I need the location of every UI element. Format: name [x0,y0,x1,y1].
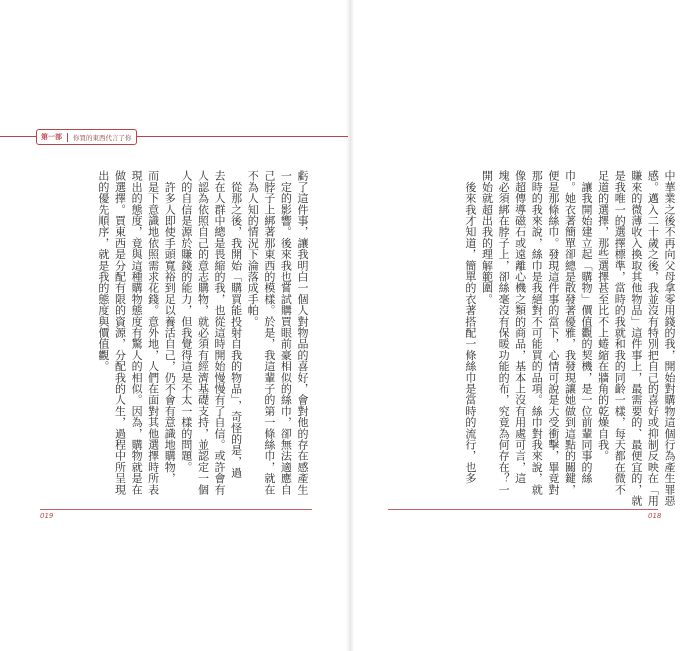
text-line: 巾。她衣著簡單卻總是散發著優雅，我發現讓她做到這點的關鍵， [563,170,577,495]
text-line: 開始就超出我的理解範圍。 [480,170,494,305]
text-line: 做選擇。買東西是分配有限的資源，分配我的人生，過程中所呈現 [113,170,127,495]
chapter-part-label: 第一部 [41,133,62,141]
chapter-divider [67,133,68,142]
text-line: 而是下意識地依照需求花錢。意外地，人們在面對其他選擇時所表 [146,170,160,495]
text-line: 己脖子上綁著那東西的模樣。於是，我這輩子的第一條絲巾，就在 [262,170,276,495]
text-line: 去在人群中總是畏縮的我，也從這時開始慢慢有了自信。或許會有 [213,170,227,495]
text-line: 賺來的微薄收入換取其他物品」這件事上，最需要的、最便宜的，就 [629,170,643,506]
text-line: 人的自信是源於賺錢的能力，但我覺得這是不太一樣的問題。 [179,170,193,473]
right-footer-rule [388,509,658,510]
text-line: 感。邁入二十歲之後，我並沒有特別把自己的喜好或抑制反映在「用 [646,170,660,506]
text-line: 人認為依照自己的意志購物，就必須有經濟基礎支持，並認定一個 [196,170,210,495]
text-line: 一定的影響。後來我也嘗試購買眼前豪相似的絲巾，卻無法適應自 [279,170,293,495]
text-line: 從那之後，我開始「購買能投射自我的物品」，奇怪的是，過 [229,170,243,479]
right-page-number: 018 [648,512,662,520]
chapter-header [36,129,137,145]
chapter-title: 你買的東西代言了你 [73,133,132,142]
left-page-body [41,170,310,495]
text-line: 現出的態度，竟與這種購物態度有驚人的相似。因為，購物就是在 [130,170,144,495]
text-line: 許多人即使手頭寬裕到足以養活自己，仍不會有意識地購物， [163,170,177,484]
text-line: 是我唯一的選擇標準，當時的我就和我的同齡一樣，每天都在微不 [613,170,627,495]
text-line: 像超傳導磁石或遠離心機之類的商品，基本上沒有用處可言，這 [513,170,527,484]
text-line: 不為人知的情況下淪落成手帕。 [246,170,260,327]
text-line: 那時的我來說，絲巾是我絕對不可能買的品項。絲巾對我來說，就 [530,170,544,495]
text-line: 便是那條絲巾。發現這件事的當下，心情可說是大受衝擊，畢竟對 [546,170,560,495]
text-line: 塊必須綁在脖子上，卻絲毫沒有保暖功能的布，究竟為何存在？一 [497,170,511,495]
text-line: 中華業之後不再向父母拿零用錢的我，開始對購物這個行為產生罪惡 [663,170,676,506]
right-page-body [361,170,677,506]
text-line: 後來我才知道，簡單的衣著搭配一條絲巾是當時的流行，也多 [463,170,477,484]
book-gutter [346,0,354,651]
text-line: 足道的選擇，那些選擇甚至比不上蜷縮在牆角的乾燥自我。 [596,170,610,462]
left-page-number: 019 [40,512,54,520]
text-line: 讓我開始建立起「購物」價值觀的契機，是一位前輩同事的絲 [580,170,594,484]
left-footer-rule [40,509,312,510]
text-line: 虧了這件事，讓我明白一個人對物品的喜好，會對他的存在感產生 [296,170,309,495]
text-line: 出的優先順序，就是我的態度與價值觀。 [96,170,110,372]
